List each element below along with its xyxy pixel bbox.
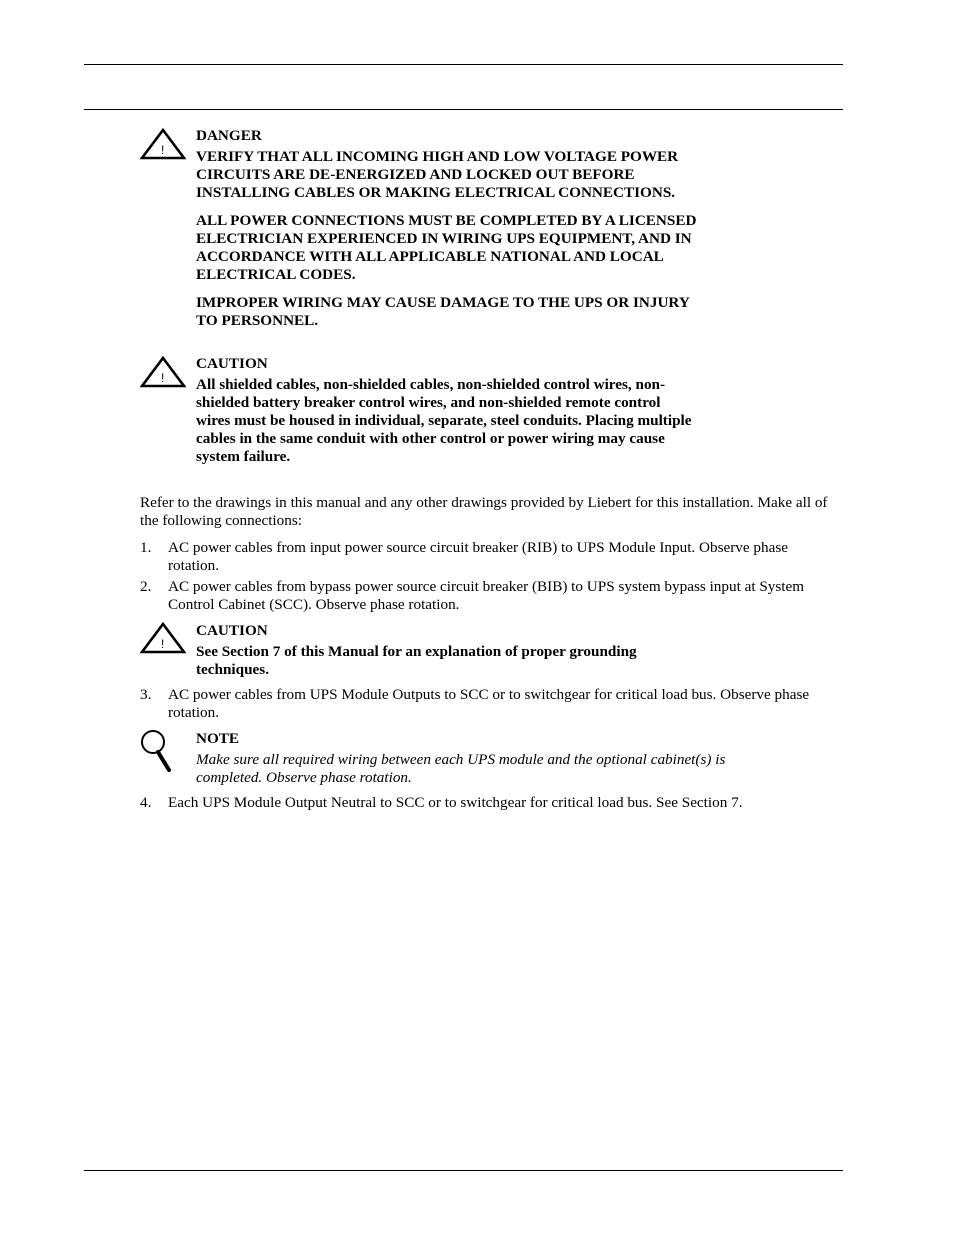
list-item xyxy=(140,578,840,613)
footer-rule xyxy=(84,1170,843,1171)
list-item-number: 4. xyxy=(140,794,152,811)
danger-notice xyxy=(196,127,711,330)
caution-heading: CAUTION xyxy=(196,355,268,372)
svg-text:!: ! xyxy=(161,637,165,651)
list-item xyxy=(140,539,840,574)
danger-paragraph: IMPROPER WIRING MAY CAUSE DAMAGE TO THE UPS OR INJURY TO PERSONNEL. xyxy=(196,294,690,329)
warning-triangle-icon xyxy=(140,622,186,659)
caution-text: See Section 7 of this Manual for an explanation of proper grounding techniques. xyxy=(196,643,637,678)
magnifier-icon xyxy=(138,728,174,779)
caution-notice-grounding xyxy=(196,622,676,679)
danger-heading: DANGER xyxy=(196,127,262,144)
list-item-number: 1. xyxy=(140,539,152,556)
list-item-number: 2. xyxy=(140,578,152,595)
list-item-text: Each UPS Module Output Neutral to SCC or to switchgear for critical load bus. See Section 7. xyxy=(168,794,743,811)
intro-paragraph: Refer to the drawings in this manual and any other drawings provided by Liebert for this installation. Make all of the following connections: xyxy=(140,494,828,529)
caution-heading: CAUTION xyxy=(196,622,268,639)
caution-text: All shielded cables, non-shielded cables, non-shielded control wires, non-shielded battery breaker control wires, and non-shielded remote control wires must be housed in individual, separate, steel conduits. Placing multiple cables in the same conduit with other control or power wiring may cause system failure. xyxy=(196,376,692,465)
svg-text:!: ! xyxy=(161,371,165,385)
danger-paragraph: ALL POWER CONNECTIONS MUST BE COMPLETED BY A LICENSED ELECTRICIAN EXPERIENCED IN WIRING UPS EQUIPMENT, AND IN ACCORDANCE WITH ALL APPLICABLE NATIONAL AND LOCAL ELECTRICAL CODES. xyxy=(196,212,697,283)
note-heading: NOTE xyxy=(196,730,240,747)
danger-paragraph: VERIFY THAT ALL INCOMING HIGH AND LOW VOLTAGE POWER CIRCUITS ARE DE-ENERGIZED AND LOCKED OUT BEFORE INSTALLING CABLES OR MAKING ELECTRICAL CONNECTIONS. xyxy=(196,148,679,201)
header-rule-top xyxy=(84,64,843,65)
list-item-text: AC power cables from input power source circuit breaker (RIB) to UPS Module Input. Observe phase rotation. xyxy=(168,539,788,574)
note-text: Make sure all required wiring between each UPS module and the optional cabinet(s) is completed. Observe phase rotation. xyxy=(196,751,726,786)
list-item-number: 3. xyxy=(140,686,152,703)
warning-triangle-icon xyxy=(140,128,186,165)
header-rule-bottom xyxy=(84,109,843,110)
list-item-text: AC power cables from bypass power source circuit breaker (BIB) to UPS system bypass input at System Control Cabinet (SCC). Observe phase rotation. xyxy=(168,578,805,613)
svg-text:!: ! xyxy=(161,143,165,157)
caution-notice-cables xyxy=(196,355,696,466)
list-item xyxy=(140,686,840,721)
warning-triangle-icon xyxy=(140,356,186,393)
list-item xyxy=(140,794,840,812)
note-notice xyxy=(196,730,726,787)
list-item-text: AC power cables from UPS Module Outputs to SCC or to switchgear for critical load bus. Observe phase rotation. xyxy=(168,686,810,721)
